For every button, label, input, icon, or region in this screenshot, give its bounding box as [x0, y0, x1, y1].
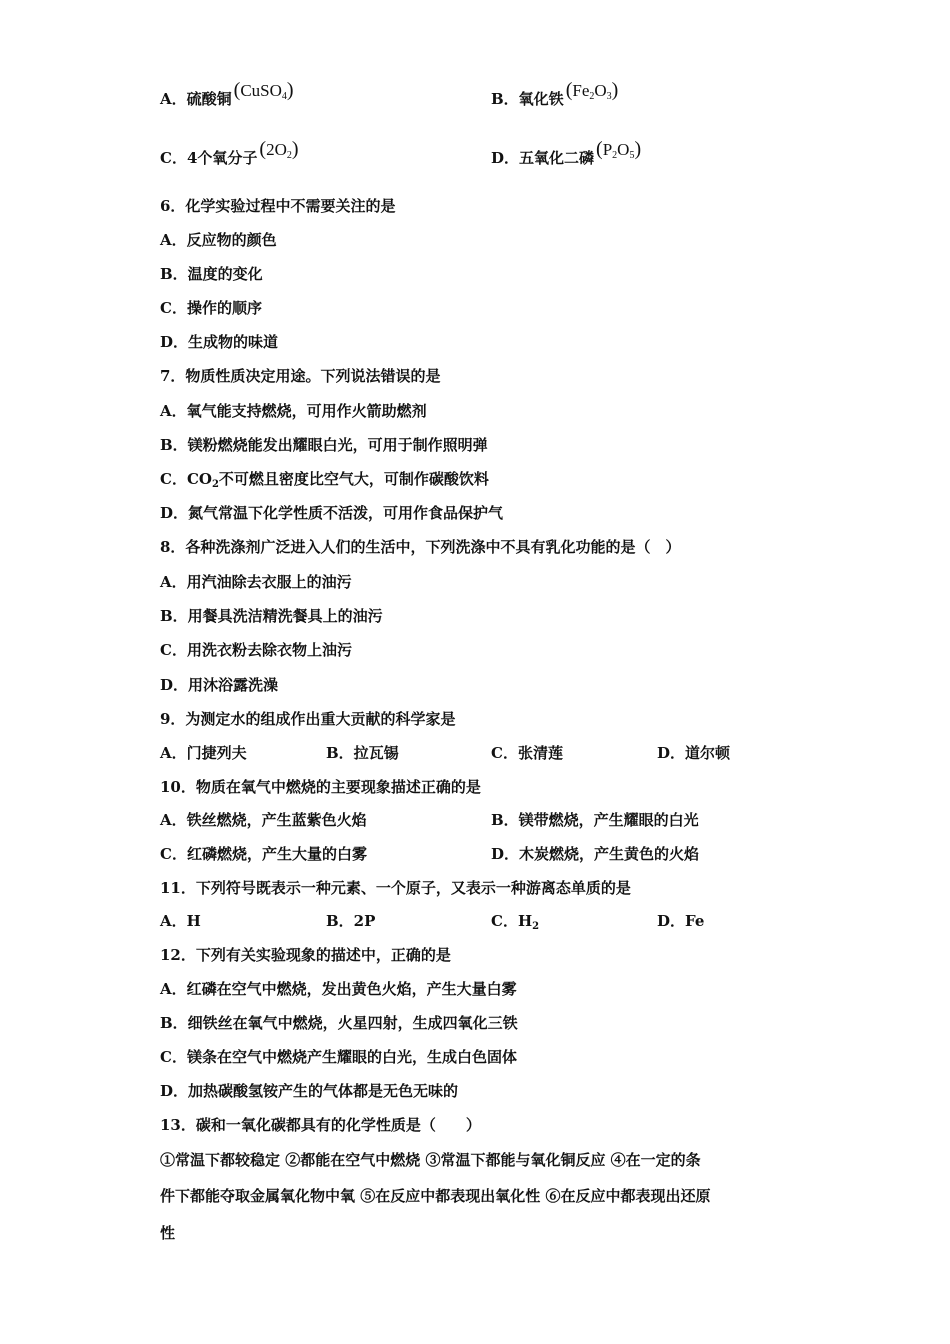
q5-a-formula: (CuSO$_4$) — [233, 79, 294, 102]
q8-stem: 8．各种洗涤剂广泛进入人们的生活中，下列洗涤中不具有乳化功能的是（ ） — [160, 538, 681, 556]
q12-option-c: C．镁条在空气中燃烧产生耀眼的白光，生成白色固体 — [160, 1048, 517, 1066]
q13-statement-line-3: 性 — [160, 1224, 176, 1242]
q8-option-a: A．用汽油除去衣服上的油污 — [160, 573, 352, 591]
q5-option-c: C．4个氧分子 $(2O_2)$ — [160, 138, 299, 167]
q11-option-b: B．2P — [326, 912, 376, 930]
q6-option-d: D．生成物的味道 — [160, 333, 279, 351]
q13-statement-line-1: ①常温下都较稳定 ②都能在空气中燃烧 ③常温下都能与氧化铜反应 ④在一定的条 — [160, 1151, 701, 1169]
q8-option-b: B．用餐具洗洁精洗餐具上的油污 — [160, 607, 383, 625]
q12-option-a: A．红磷在空气中燃烧，发出黄色火焰，产生大量白雾 — [160, 980, 517, 998]
q12-option-d: D．加热碳酸氢铵产生的气体都是无色无味的 — [160, 1082, 459, 1100]
q6-option-b: B．温度的变化 — [160, 265, 263, 283]
q10-option-b: B．镁带燃烧，产生耀眼的白光 — [491, 811, 699, 829]
q5-option-b: B．氧化铁 $(Fe_2O_3)$ — [491, 79, 619, 108]
q7-option-a: A．氧气能支持燃烧，可用作火箭助燃剂 — [160, 402, 427, 420]
q10-option-c: C．红磷燃烧，产生大量的白雾 — [160, 845, 367, 863]
q11-option-a: A．H — [160, 912, 201, 930]
q9-option-c: C．张清莲 — [491, 744, 563, 762]
q6-option-c: C．操作的顺序 — [160, 299, 262, 317]
q8-option-d: D．用沐浴露洗澡 — [160, 676, 279, 694]
q5-c-formula: $(2O_2)$ — [259, 138, 299, 161]
q6-option-a: A．反应物的颜色 — [160, 231, 277, 249]
q6-stem: 6．化学实验过程中不需要关注的是 — [160, 197, 396, 215]
q9-option-b: B．拉瓦锡 — [326, 744, 399, 762]
q12-stem: 12．下列有关实验现象的描述中，正确的是 — [160, 946, 451, 964]
q10-option-a: A．铁丝燃烧，产生蓝紫色火焰 — [160, 811, 367, 829]
q11-stem: 11．下列符号既表示一种元素、一个原子，又表示一种游离态单质的是 — [160, 879, 631, 897]
q5-option-d: D．五氧化二磷 $(P_2O_5)$ — [491, 138, 642, 167]
q11-option-d: D．Fe — [657, 912, 705, 930]
q10-stem: 10．物质在氧气中燃烧的主要现象描述正确的是 — [160, 778, 481, 796]
q9-stem: 9．为测定水的组成作出重大贡献的科学家是 — [160, 710, 456, 728]
q13-stem: 13．碳和一氧化碳都具有的化学性质是（ ） — [160, 1116, 481, 1134]
q9-option-d: D．道尔顿 — [657, 744, 731, 762]
q7-option-b: B．镁粉燃烧能发出耀眼白光，可用于制作照明弹 — [160, 436, 488, 454]
q7-stem: 7．物质性质决定用途。下列说法错误的是 — [160, 367, 441, 385]
q5-b-formula: $(Fe_2O_3)$ — [565, 79, 619, 102]
q10-option-d: D．木炭燃烧，产生黄色的火焰 — [491, 845, 700, 863]
q7-option-c: C．$CO_2$不可燃且密度比空气大，可制作碳酸饮料 — [160, 470, 489, 490]
q5-option-a: A．硫酸铜 (CuSO$_4$) — [160, 79, 294, 108]
q12-option-b: B．细铁丝在氧气中燃烧，火星四射，生成四氧化三铁 — [160, 1014, 518, 1032]
q5-d-formula: $(P_2O_5)$ — [596, 138, 642, 161]
q9-option-a: A．门捷列夫 — [160, 744, 247, 762]
q8-option-c: C．用洗衣粉去除衣物上油污 — [160, 641, 352, 659]
q11-option-c: C．$H_2$ — [491, 912, 540, 932]
q7-option-d: D．氮气常温下化学性质不活泼，可用作食品保护气 — [160, 504, 504, 522]
q13-statement-line-2: 件下都能夺取金属氧化物中氧 ⑤在反应中都表现出氧化性 ⑥在反应中都表现出还原 — [160, 1187, 711, 1205]
